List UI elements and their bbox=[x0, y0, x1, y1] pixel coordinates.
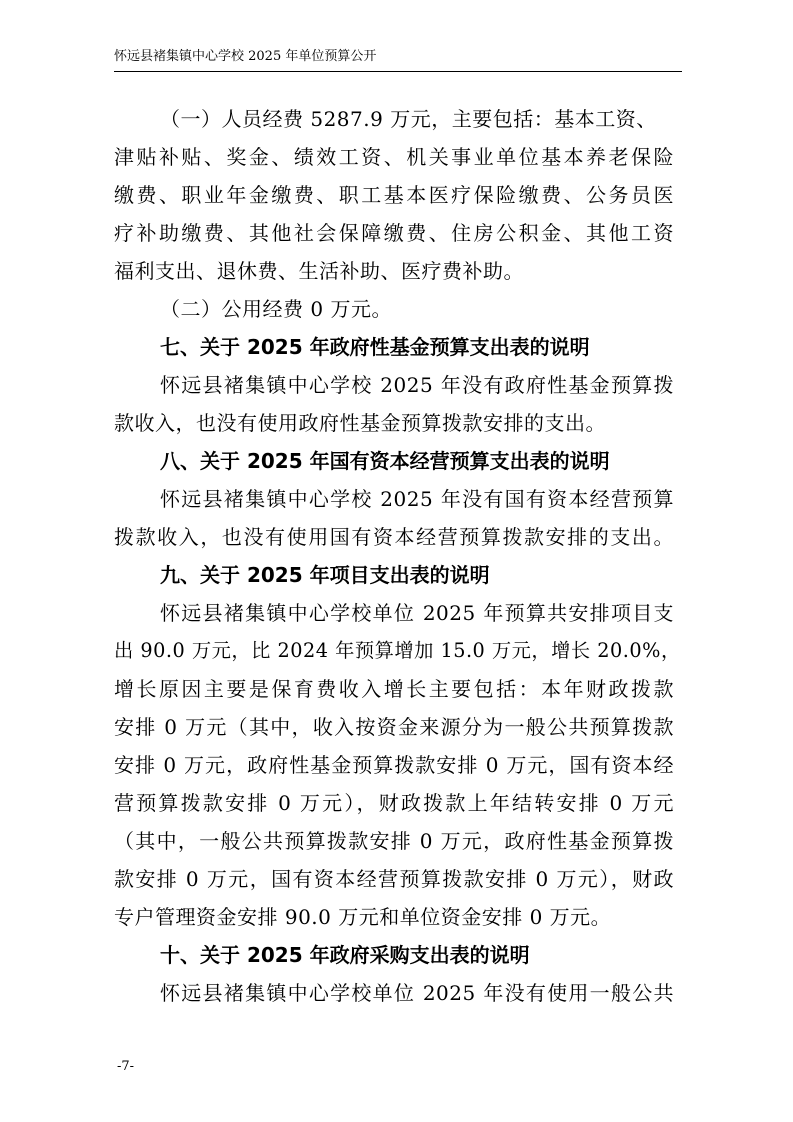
section-heading: 八、关于 2025 年国有资本经营预算支出表的说明 bbox=[160, 449, 610, 473]
paragraph-line: （其中，一般公共预算拨款安排 0 万元，政府性基金预算拨 bbox=[114, 829, 674, 853]
paragraph-line: 缴费、职业年金缴费、职工基本医疗保险缴费、公务员医 bbox=[114, 183, 674, 207]
paragraph-line: 安排 0 万元（其中，收入按资金来源分为一般公共预算拨款 bbox=[114, 715, 674, 739]
paragraph-line: 拨款收入，也没有使用国有资本经营预算拨款安排的支出。 bbox=[114, 525, 674, 549]
paragraph-line: 款收入，也没有使用政府性基金预算拨款安排的支出。 bbox=[114, 411, 606, 435]
paragraph-line: 款安排 0 万元，国有资本经营预算拨款安排 0 万元），财政 bbox=[114, 867, 674, 891]
paragraph-line: （二）公用经费 0 万元。 bbox=[160, 297, 392, 321]
section-heading: 九、关于 2025 年项目支出表的说明 bbox=[160, 563, 490, 587]
section-heading: 十、关于 2025 年政府采购支出表的说明 bbox=[160, 943, 530, 967]
paragraph-line: 安排 0 万元，政府性基金预算拨款安排 0 万元，国有资本经 bbox=[114, 753, 674, 777]
paragraph-line: 怀远县褚集镇中心学校单位 2025 年没有使用一般公共 bbox=[160, 981, 674, 1005]
paragraph-line: 怀远县褚集镇中心学校 2025 年没有国有资本经营预算 bbox=[160, 487, 674, 511]
paragraph-line: 出 90.0 万元，比 2024 年预算增加 15.0 万元，增长 20.0%， bbox=[114, 639, 681, 662]
paragraph-line: 专户管理资金安排 90.0 万元和单位资金安排 0 万元。 bbox=[114, 905, 612, 929]
page-number: -7- bbox=[117, 1059, 135, 1074]
page-header: 怀远县褚集镇中心学校 2025 年单位预算公开 bbox=[114, 49, 377, 64]
paragraph-line: 福利支出、退休费、生活补助、医疗费补助。 bbox=[114, 259, 524, 283]
paragraph-line: 增长原因主要是保育费收入增长主要包括：本年财政拨款 bbox=[114, 677, 674, 701]
header-divider bbox=[114, 71, 682, 72]
paragraph-line: （一）人员经费 5287.9 万元，主要包括：基本工资、 bbox=[160, 107, 657, 131]
paragraph-line: 怀远县褚集镇中心学校 2025 年没有政府性基金预算拨 bbox=[160, 373, 674, 397]
paragraph-line: 疗补助缴费、其他社会保障缴费、住房公积金、其他工资 bbox=[114, 221, 674, 245]
paragraph-line: 营预算拨款安排 0 万元），财政拨款上年结转安排 0 万元 bbox=[114, 791, 674, 815]
paragraph-line: 怀远县褚集镇中心学校单位 2025 年预算共安排项目支 bbox=[160, 601, 674, 625]
paragraph-line: 津贴补贴、奖金、绩效工资、机关事业单位基本养老保险 bbox=[114, 145, 674, 169]
section-heading: 七、关于 2025 年政府性基金预算支出表的说明 bbox=[160, 335, 590, 359]
